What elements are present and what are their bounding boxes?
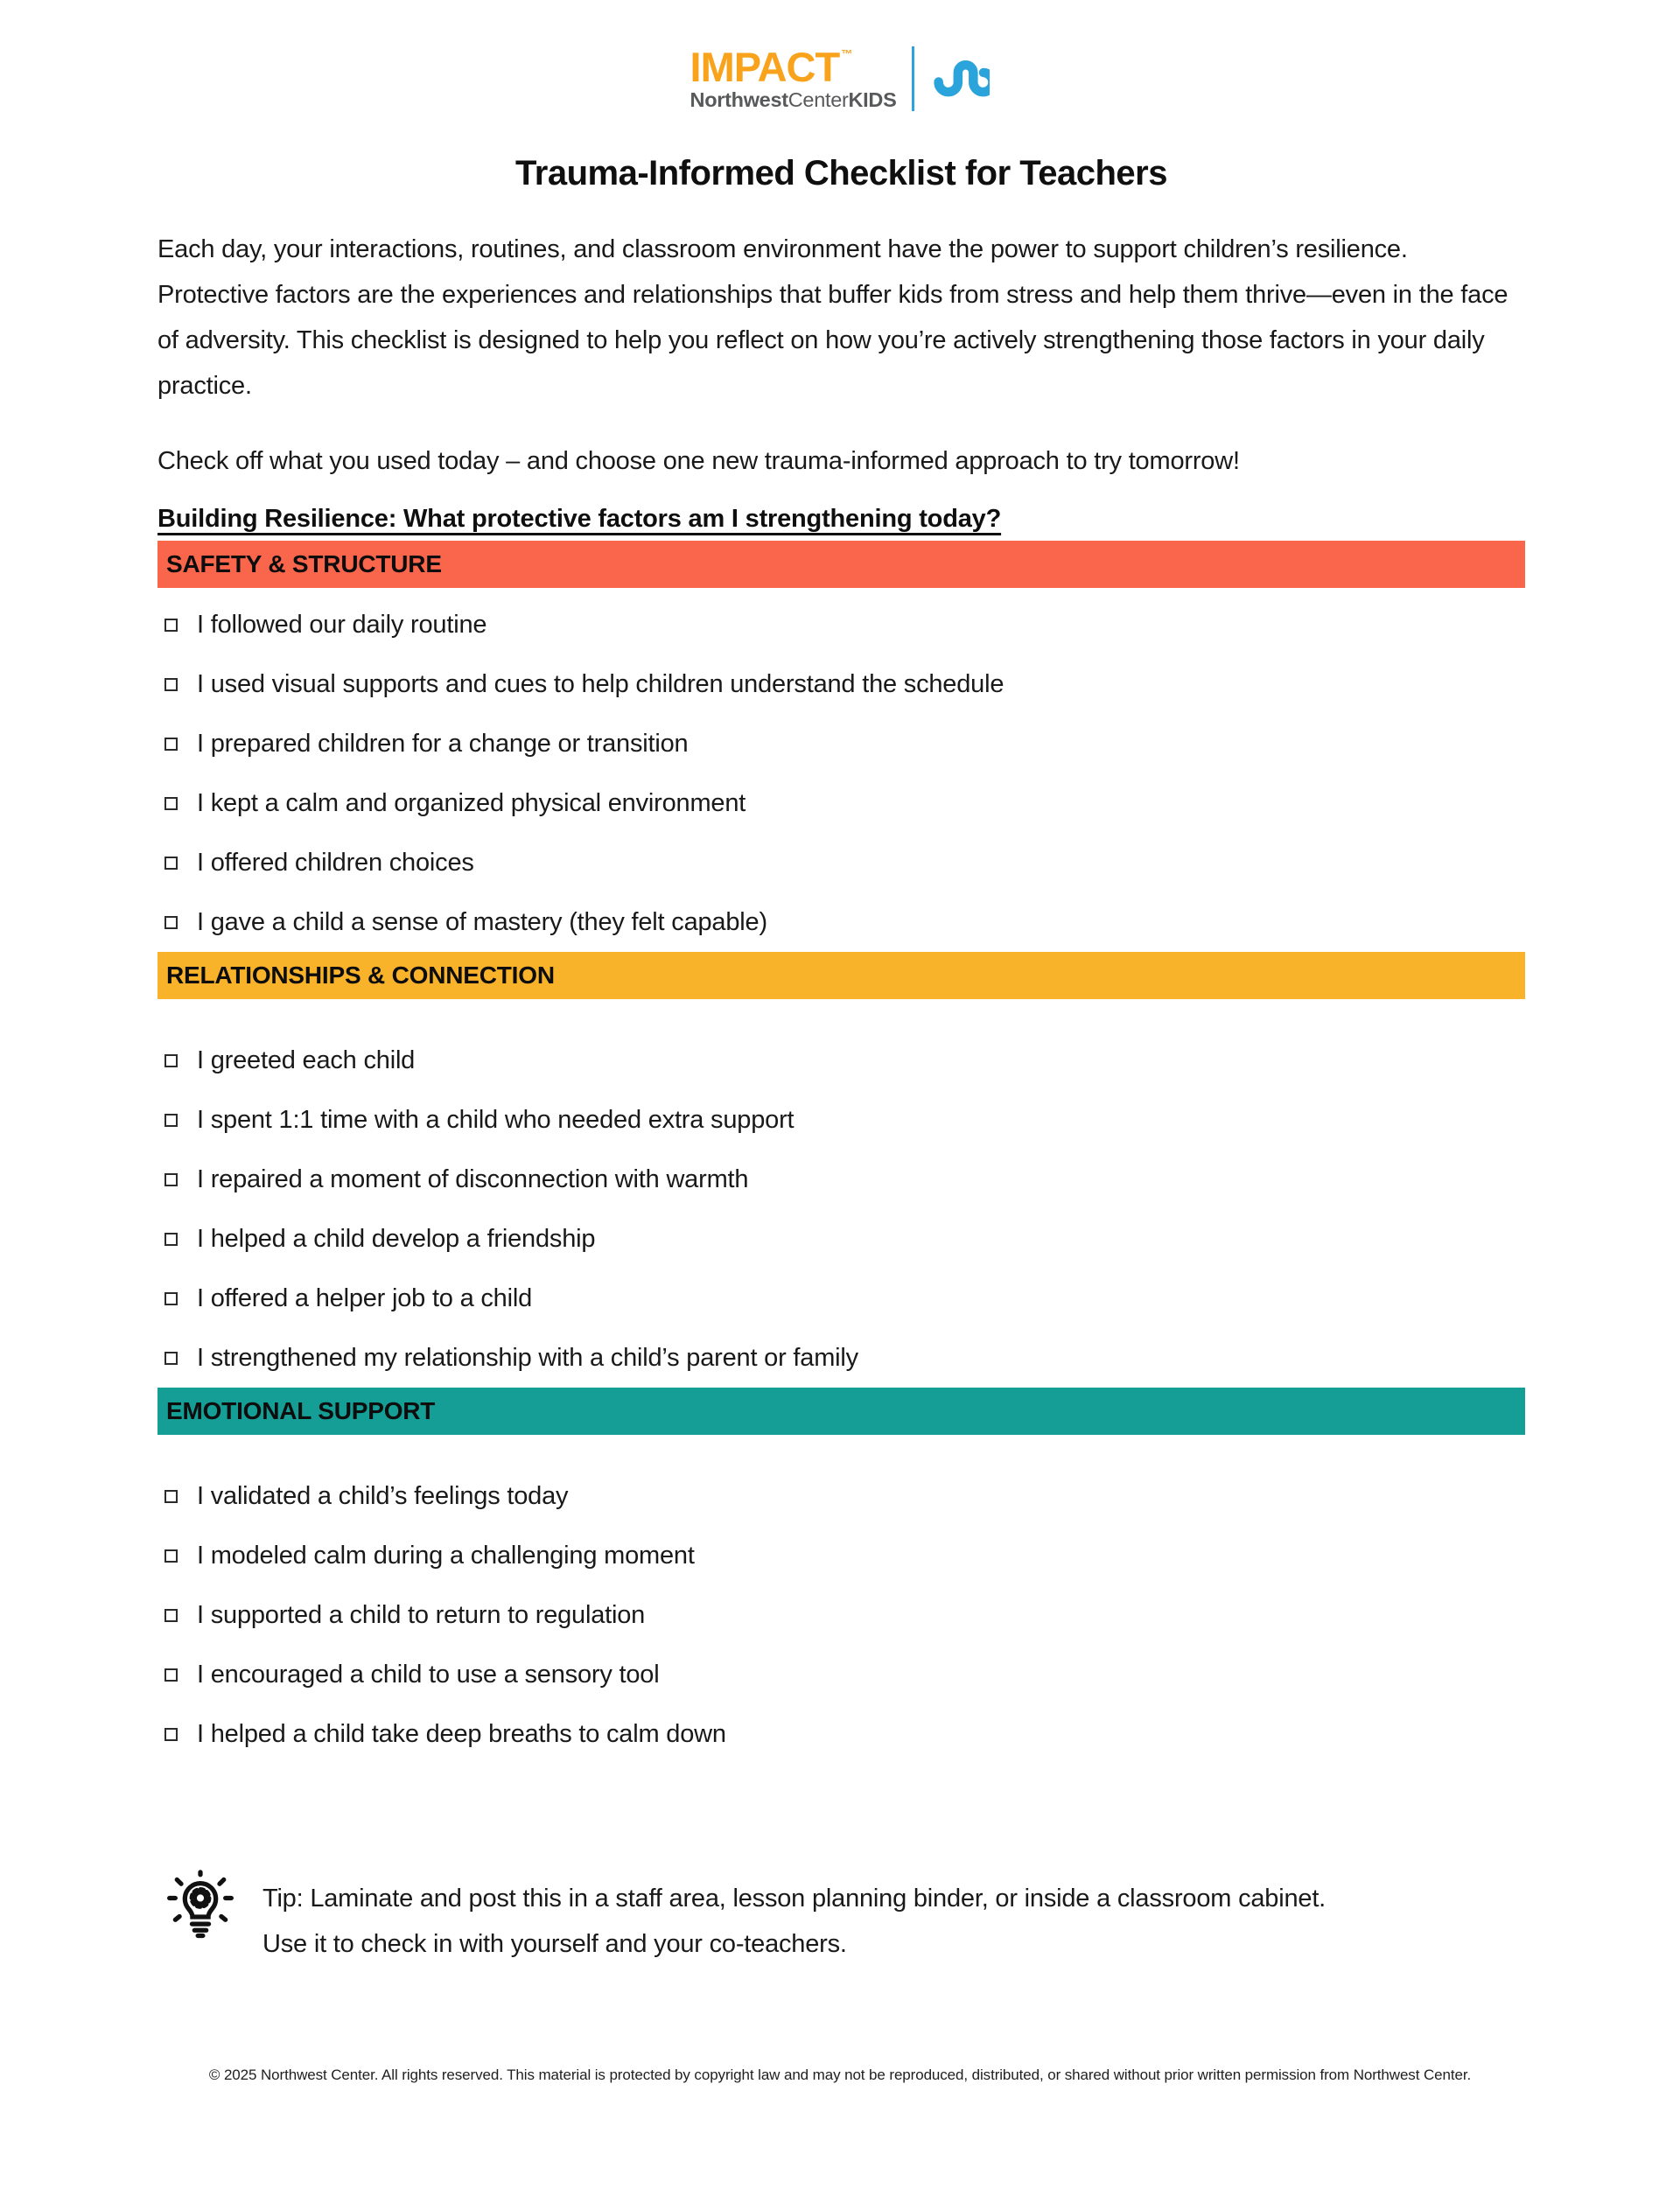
checklist-item — [158, 654, 1525, 714]
checklist-item — [158, 1209, 1525, 1269]
tip-line-1: Tip: Laminate and post this in a staff area, lesson planning binder, or inside a classroom cabinet. — [262, 1885, 1326, 1913]
checkbox[interactable] — [164, 678, 178, 691]
checklist-item-label: I helped a child develop a friendship — [197, 1224, 596, 1253]
checklist-emotional-support — [158, 1466, 1525, 1764]
checklist-item — [158, 1269, 1525, 1328]
checklist-item — [158, 1031, 1525, 1090]
resilience-heading: Building Resilience: What protective factors am I strengthening today? — [158, 505, 1002, 533]
checklist-relationships-connection — [158, 1031, 1525, 1388]
section-header-emotional-support: EMOTIONAL SUPPORT — [158, 1388, 1525, 1435]
section-header-relationships-connection: RELATIONSHIPS & CONNECTION — [158, 952, 1525, 999]
checklist-item — [158, 1704, 1525, 1764]
checklist-item-label: I helped a child take deep breaths to calm down — [197, 1719, 726, 1748]
tip-text — [262, 1876, 1326, 1967]
checklist-item-label: I supported a child to return to regulation — [197, 1600, 646, 1629]
checklist-item — [158, 833, 1525, 892]
checklist-safety-structure — [158, 595, 1525, 952]
checklist-item-label: I gave a child a sense of mastery (they felt capable) — [197, 907, 767, 936]
checklist-item-label: I followed our daily routine — [197, 610, 487, 639]
checklist-item-label: I validated a child’s feelings today — [197, 1481, 569, 1510]
checklist-item-label: I used visual supports and cues to help children understand the schedule — [197, 669, 1004, 698]
checklist-item — [158, 892, 1525, 952]
lightbulb-icon — [163, 1869, 238, 1944]
checklist-item-label: I strengthened my relationship with a child’s parent or family — [197, 1343, 858, 1372]
checklist-item — [158, 1645, 1525, 1704]
logo-text — [690, 46, 897, 111]
checklist-item — [158, 714, 1525, 773]
instruction-paragraph: Check off what you used today – and choose one new trauma-informed approach to try tomorrow! — [158, 447, 1240, 475]
checklist-item — [158, 1585, 1525, 1645]
checkbox[interactable] — [164, 1173, 178, 1186]
checkbox[interactable] — [164, 1549, 178, 1563]
logo — [0, 0, 1680, 121]
checkbox[interactable] — [164, 1490, 178, 1503]
checkbox[interactable] — [164, 619, 178, 632]
checkbox[interactable] — [164, 738, 178, 751]
checkbox[interactable] — [164, 857, 178, 870]
checklist-item-label: I offered a helper job to a child — [197, 1283, 533, 1312]
logo-sub-kids: KIDS — [848, 88, 897, 112]
checkbox[interactable] — [164, 1054, 178, 1067]
checkbox[interactable] — [164, 1728, 178, 1741]
checkbox[interactable] — [164, 916, 178, 929]
section-header-safety-structure: SAFETY & STRUCTURE — [158, 541, 1525, 588]
logo-subtitle — [690, 90, 897, 111]
checklist-item-label: I repaired a moment of disconnection with warmth — [197, 1164, 749, 1193]
checklist-item — [158, 773, 1525, 833]
logo-sub-northwest: Northwest — [690, 88, 788, 112]
logo-mark-icon — [928, 51, 990, 107]
logo-brand-word: IMPACT — [690, 44, 840, 91]
copyright-footer: © 2025 Northwest Center. All rights reserved. This material is protected by copyright law and may not be reproduced, distributed, or shared without prior written permission from Northwest Center. — [208, 2067, 1472, 2083]
checklist-item — [158, 595, 1525, 654]
checklist-item-label: I kept a calm and organized physical environment — [197, 788, 746, 817]
checklist-item — [158, 1526, 1525, 1585]
logo-divider — [912, 46, 914, 111]
checklist-item — [158, 1150, 1525, 1209]
checkbox[interactable] — [164, 1668, 178, 1682]
checkbox[interactable] — [164, 1292, 178, 1305]
logo-sub-center: Center — [788, 88, 849, 112]
checklist-item-label: I modeled calm during a challenging moment — [197, 1541, 695, 1570]
checkbox[interactable] — [164, 1352, 178, 1365]
logo-brand — [690, 44, 852, 91]
checkbox[interactable] — [164, 1609, 178, 1622]
tip-line-2: Use it to check in with yourself and your co-teachers. — [262, 1930, 847, 1958]
checkbox[interactable] — [164, 797, 178, 810]
checklist-item-label: I greeted each child — [197, 1046, 416, 1074]
trademark-symbol: ™ — [841, 47, 852, 61]
intro-paragraph: Each day, your interactions, routines, and classroom environment have the power to support children’s resilience. Protective factors are the experiences and relationships that buffer kids from stress and help them thrive—even in the face of adversity. This checklist is designed to help you reflect on how you’re actively strengthening those factors in your daily practice. — [158, 235, 1508, 400]
checkbox[interactable] — [164, 1233, 178, 1246]
checklist-item-label: I offered children choices — [197, 848, 474, 877]
checklist-item — [158, 1466, 1525, 1526]
checklist-item — [158, 1090, 1525, 1150]
page-title: Trauma-Informed Checklist for Teachers — [515, 154, 1167, 192]
tip-block — [158, 1869, 1525, 1967]
checklist-item — [158, 1328, 1525, 1388]
checklist-item-label: I encouraged a child to use a sensory tool — [197, 1660, 660, 1689]
checklist-item-label: I spent 1:1 time with a child who needed extra support — [197, 1105, 794, 1134]
checklist-item-label: I prepared children for a change or transition — [197, 729, 689, 758]
checkbox[interactable] — [164, 1114, 178, 1127]
